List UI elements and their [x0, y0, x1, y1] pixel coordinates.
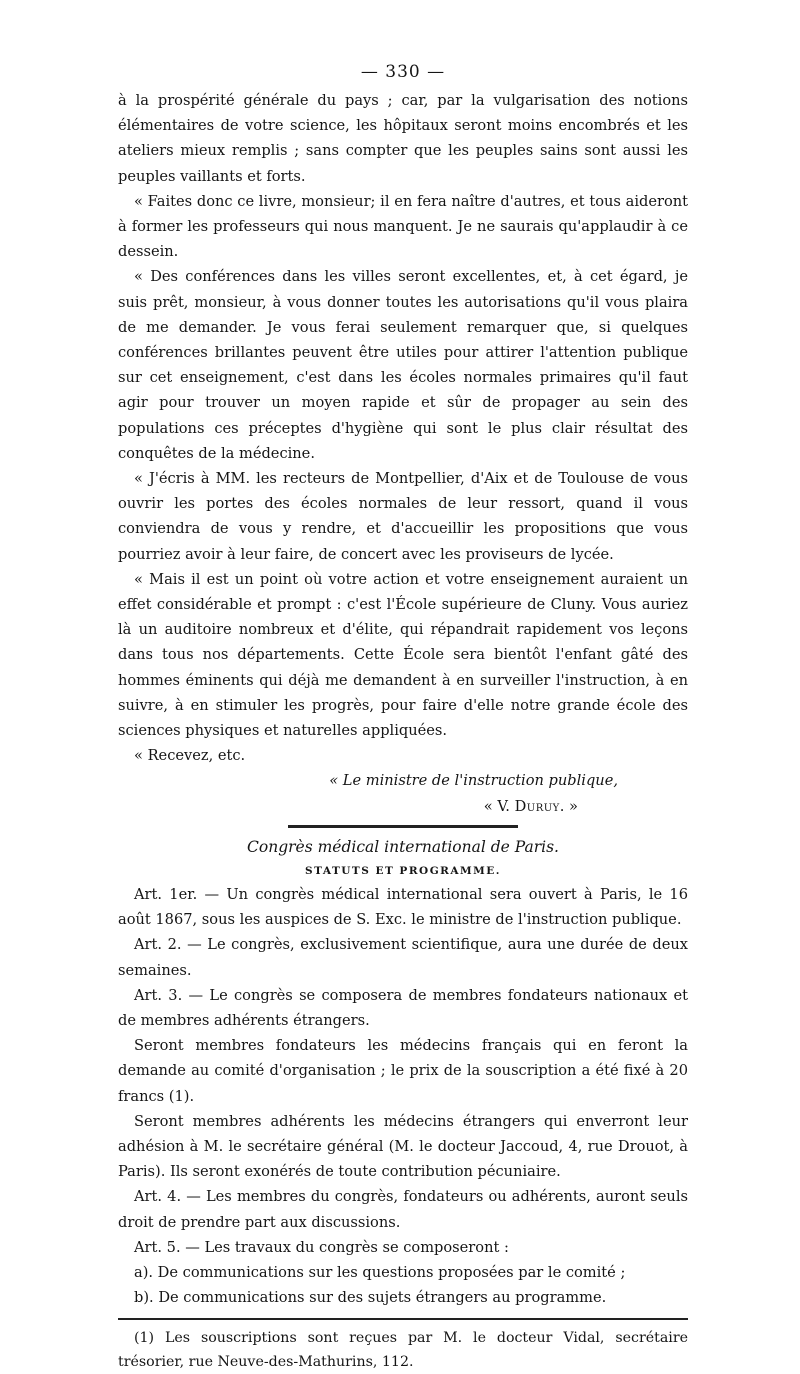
- signature-name: Duruy: [514, 797, 560, 815]
- paragraph: « Faites donc ce livre, monsieur; il en fera naître d'autres, et tous aideront à former les professeurs qui nous manquent. Je ne saurais qu'applaudir à ce dessein.: [118, 192, 688, 261]
- paragraph: « J'écris à MM. les recteurs de Montpellier, d'Aix et de Toulouse de vous ouvrir les portes des écoles normales de leur ressort, quand il vous conviendra de vous y rendre, et d'accueillir les propositions que vous pourriez avoir à leur faire, de concert avec les proviseurs de lycée.: [118, 470, 688, 563]
- section-title: Congrès médical international de Paris.: [247, 837, 559, 856]
- page-number: — 330 —: [360, 62, 446, 82]
- footnote: (1) Les souscriptions sont reçues par M. le docteur Vidal, secrétaire trésorier, rue Neuve-des-Mathurins, 112.: [118, 1330, 688, 1371]
- article: Seront membres adhérents les médecins étrangers qui enverront leur adhésion à M. le secrétaire général (M. le docteur Jaccoud, 4, rue Drouot, à Paris). Ils seront exonérés de toute contribution pécuniaire.: [118, 1112, 688, 1181]
- article-item: a). De communications sur les questions proposées par le comité ;: [134, 1263, 626, 1281]
- article: Art. 3. — Le congrès se composera de membres fondateurs nationaux et de membres adhérents étrangers.: [118, 986, 688, 1029]
- section-subtitle: STATUTS ET PROGRAMME.: [305, 864, 501, 877]
- footnote-rule: [118, 1318, 688, 1320]
- paragraph: « Des conférences dans les villes seront excellentes, et, à cet égard, je suis prêt, monsieur, à vous donner toutes les autorisations qu'il vous plaira de me demander. Je vous ferai seulement remarquer que, si quelques conférences brillantes peuvent être utiles pour attirer l'attention publique sur cet enseignement, c'est dans les écoles normales primaires qu'il faut agir pour trouver un moyen rapide et sûr de propager au sein des populations ces préceptes d'hygiène qui sont le plus clair résultat des conquêtes de la médecine.: [118, 268, 688, 462]
- article: Seront membres fondateurs les médecins français qui en feront la demande au comité d'organisation ; le prix de la souscription a été fixé à 20 francs (1).: [118, 1037, 688, 1105]
- signature-suffix: . »: [559, 797, 578, 815]
- signature-name-line: [118, 794, 688, 819]
- signature-title: « Le ministre de l'instruction publique,: [329, 772, 618, 790]
- article-item: b). De communications sur des sujets étrangers au programme.: [134, 1289, 607, 1307]
- article: Art. 4. — Les membres du congrès, fondateurs ou adhérents, auront seuls droit de prendre part aux discussions.: [118, 1188, 688, 1231]
- signature-prefix: « V.: [483, 797, 515, 815]
- article: Art. 5. — Les travaux du congrès se composeront :: [134, 1238, 509, 1256]
- paragraph: « Mais il est un point où votre action et votre enseignement auraient un effet considérable et prompt : c'est l'École supérieure de Cluny. Vous auriez là un auditoire nombreux et d'élite, qui répandrait rapidement vos leçons dans tous nos départements. Cette École sera bientôt l'enfant gâté des hommes éminents qui déjà me demandent à en surveiller l'instruction, à en suivre, à en stimuler les progrès, pour faire d'elle notre grande école des sciences physiques et naturelles appliquées.: [118, 570, 688, 740]
- article: Art. 1er. — Un congrès médical international sera ouvert à Paris, le 16 août 1867, sous les auspices de S. Exc. le ministre de l'instruction publique.: [118, 885, 688, 929]
- separator-rule: [288, 825, 518, 828]
- article: Art. 2. — Le congrès, exclusivement scientifique, aura une durée de deux semaines.: [118, 936, 688, 979]
- document-page: [118, 58, 688, 1374]
- paragraph: « Recevez, etc.: [134, 747, 246, 765]
- paragraph: à la prospérité générale du pays ; car, par la vulgarisation des notions élémentaires de votre science, les hôpitaux seront moins encombrés et les ateliers mieux remplis ; sans compter que les peuples sains sont aussi les peuples vaillants et forts.: [118, 92, 688, 185]
